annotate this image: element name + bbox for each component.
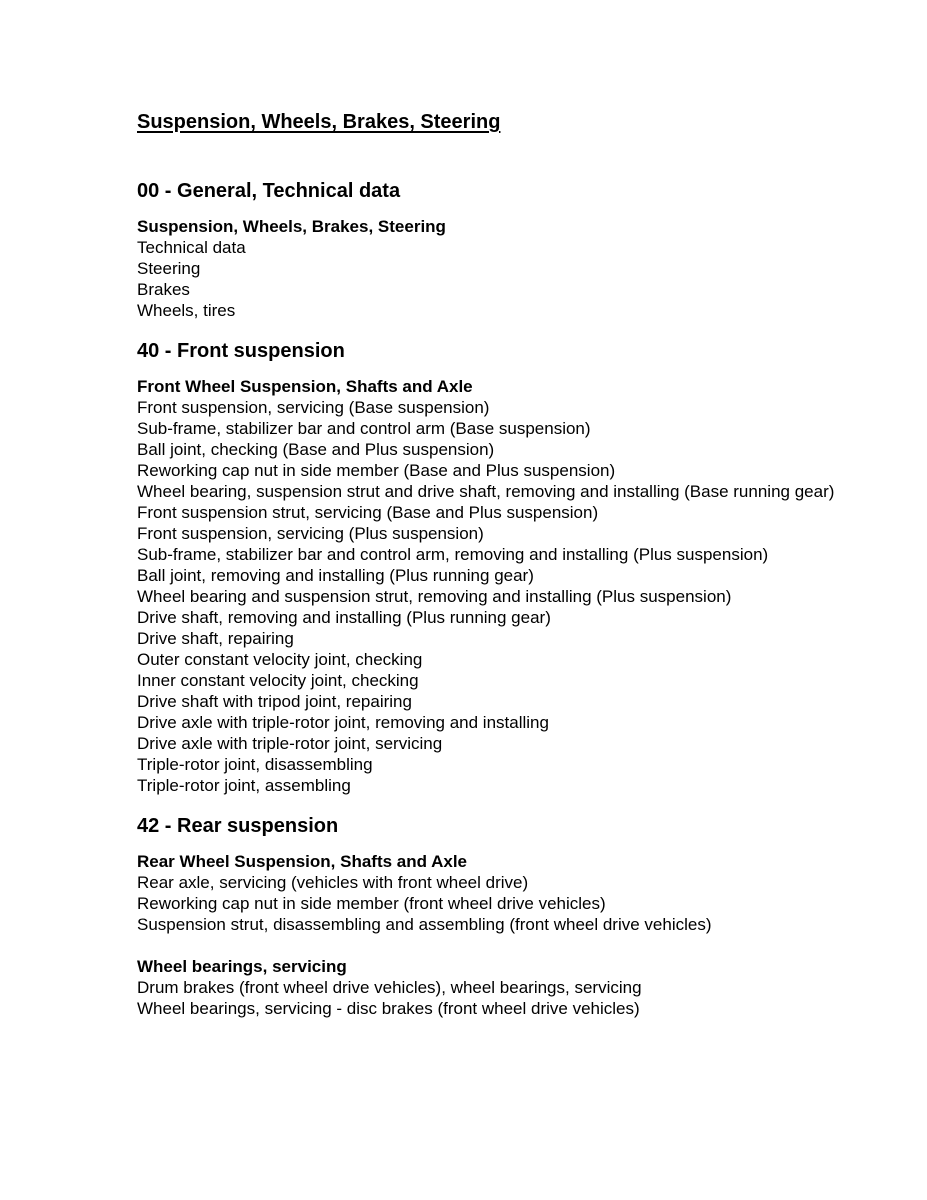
section-heading: 42 - Rear suspension [137,815,339,837]
list-item: Front suspension, servicing (Base suspension) [137,398,490,417]
group-title: Suspension, Wheels, Brakes, Steering [137,217,446,236]
list-item: Ball joint, removing and installing (Plus running gear) [137,566,534,585]
group [137,851,837,935]
list-item: Steering [137,259,201,278]
group [137,376,837,796]
list-item: Wheel bearing and suspension strut, removing and installing (Plus suspension) [137,587,732,606]
list-item: Sub-frame, stabilizer bar and control arm (Base suspension) [137,419,591,438]
section-rear-suspension [137,813,837,1019]
section-front-suspension [137,338,837,796]
list-item: Reworking cap nut in side member (front wheel drive vehicles) [137,894,606,913]
list-item: Wheel bearing, suspension strut and drive shaft, removing and installing (Base running gear) [137,482,835,501]
list-item: Wheels, tires [137,301,236,320]
list-item: Triple-rotor joint, disassembling [137,755,373,774]
list-item: Drive shaft with tripod joint, repairing [137,692,412,711]
list-item: Inner constant velocity joint, checking [137,671,419,690]
list-item: Brakes [137,280,190,299]
group [137,956,837,1019]
group [137,216,837,321]
section-heading: 40 - Front suspension [137,340,345,362]
list-item: Front suspension strut, servicing (Base and Plus suspension) [137,503,599,522]
entry-list [137,872,837,935]
list-item: Wheel bearings, servicing - disc brakes (front wheel drive vehicles) [137,999,640,1018]
list-item: Triple-rotor joint, assembling [137,776,351,795]
list-item: Drum brakes (front wheel drive vehicles), wheel bearings, servicing [137,978,642,997]
group-title: Wheel bearings, servicing [137,957,347,976]
group-title: Rear Wheel Suspension, Shafts and Axle [137,852,468,871]
section-list [137,178,837,1019]
list-item: Sub-frame, stabilizer bar and control arm, removing and installing (Plus suspension) [137,545,769,564]
group-title: Front Wheel Suspension, Shafts and Axle [137,377,473,396]
entry-list [137,237,837,321]
list-item: Reworking cap nut in side member (Base and Plus suspension) [137,461,616,480]
list-item: Drive axle with triple-rotor joint, servicing [137,734,443,753]
list-item: Suspension strut, disassembling and assembling (front wheel drive vehicles) [137,915,712,934]
entry-list [137,397,837,796]
list-item: Ball joint, checking (Base and Plus suspension) [137,440,495,459]
document-title: Suspension, Wheels, Brakes, Steering [137,111,501,133]
list-item: Drive shaft, removing and installing (Plus running gear) [137,608,551,627]
list-item: Drive axle with triple-rotor joint, removing and installing [137,713,549,732]
list-item: Drive shaft, repairing [137,629,294,648]
entry-list [137,977,837,1019]
section-general [137,178,837,321]
list-item: Outer constant velocity joint, checking [137,650,423,669]
list-item: Technical data [137,238,246,257]
section-heading: 00 - General, Technical data [137,180,401,202]
list-item: Front suspension, servicing (Plus suspension) [137,524,484,543]
list-item: Rear axle, servicing (vehicles with front wheel drive) [137,873,529,892]
